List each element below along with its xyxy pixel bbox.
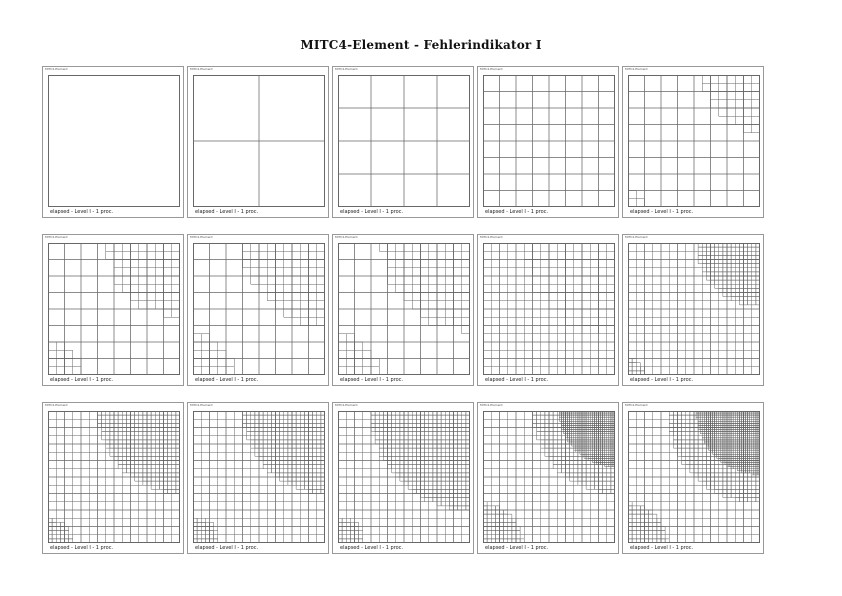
mesh-panel — [187, 402, 329, 554]
mesh-elements — [193, 243, 325, 375]
panel-header: MITC4-Element — [190, 235, 213, 239]
panel-header: MITC4-Element — [480, 403, 503, 407]
panel-caption: elapsed - Level I - 1 proc. — [630, 209, 694, 215]
panel-caption: elapsed - Level I - 1 proc. — [50, 209, 114, 215]
mesh-elements — [628, 411, 760, 543]
panel-caption: elapsed - Level I - 1 proc. — [340, 545, 404, 551]
mesh-grid — [628, 75, 760, 207]
panel-caption: elapsed - Level I - 1 proc. — [485, 545, 549, 551]
mesh-panel — [622, 402, 764, 554]
panel-caption: elapsed - Level I - 1 proc. — [630, 377, 694, 383]
mesh-grid — [48, 411, 180, 543]
panel-header: MITC4-Element — [45, 235, 68, 239]
mesh-elements — [628, 243, 760, 375]
mesh-grid — [483, 243, 615, 375]
mesh-grid — [338, 75, 470, 207]
panel-caption: elapsed - Level I - 1 proc. — [340, 377, 404, 383]
mesh-elements — [48, 411, 180, 543]
mesh-elements — [483, 75, 615, 207]
panel-header: MITC4-Element — [625, 403, 648, 407]
mesh-panel — [42, 234, 184, 386]
panel-header: MITC4-Element — [190, 403, 213, 407]
mesh-grid — [628, 243, 760, 375]
panel-caption: elapsed - Level I - 1 proc. — [195, 377, 259, 383]
mesh-grid — [483, 75, 615, 207]
mesh-grid — [628, 411, 760, 543]
mesh-elements — [48, 243, 180, 375]
mesh-grid — [48, 75, 180, 207]
panel-header: MITC4-Element — [625, 67, 648, 71]
mesh-grid — [193, 411, 325, 543]
panel-header: MITC4-Element — [335, 403, 358, 407]
panel-caption: elapsed - Level I - 1 proc. — [485, 209, 549, 215]
mesh-panel — [477, 234, 619, 386]
panel-header: MITC4-Element — [190, 67, 213, 71]
mesh-panel — [332, 66, 474, 218]
mesh-elements — [483, 411, 615, 543]
mesh-elements — [483, 243, 615, 375]
mesh-grid — [48, 243, 180, 375]
mesh-panel — [42, 66, 184, 218]
mesh-panel — [187, 234, 329, 386]
panel-caption: elapsed - Level I - 1 proc. — [195, 545, 259, 551]
mesh-panel — [477, 66, 619, 218]
panel-header: MITC4-Element — [335, 67, 358, 71]
mesh-elements — [338, 411, 470, 543]
panel-caption: elapsed - Level I - 1 proc. — [50, 545, 114, 551]
panel-header: MITC4-Element — [335, 235, 358, 239]
panel-header: MITC4-Element — [45, 403, 68, 407]
mesh-grid — [483, 411, 615, 543]
mesh-elements — [193, 411, 325, 543]
mesh-grid — [193, 243, 325, 375]
panel-caption: elapsed - Level I - 1 proc. — [630, 545, 694, 551]
mesh-panel — [42, 402, 184, 554]
panel-caption: elapsed - Level I - 1 proc. — [195, 209, 259, 215]
mesh-elements — [628, 75, 760, 207]
mesh-panel — [187, 66, 329, 218]
mesh-panel — [332, 402, 474, 554]
panel-header: MITC4-Element — [480, 67, 503, 71]
mesh-elements — [338, 75, 470, 207]
mesh-panel — [332, 234, 474, 386]
mesh-panel — [477, 402, 619, 554]
panel-caption: elapsed - Level I - 1 proc. — [340, 209, 404, 215]
panel-header: MITC4-Element — [45, 67, 68, 71]
mesh-boundary — [49, 76, 180, 207]
panel-caption: elapsed - Level I - 1 proc. — [50, 377, 114, 383]
mesh-grid — [338, 411, 470, 543]
panel-header: MITC4-Element — [480, 235, 503, 239]
panel-header: MITC4-Element — [625, 235, 648, 239]
mesh-panel — [622, 234, 764, 386]
page-title: MITC4-Element - Fehlerindikator I — [300, 38, 542, 52]
mesh-panel — [622, 66, 764, 218]
panel-caption: elapsed - Level I - 1 proc. — [485, 377, 549, 383]
mesh-grid — [193, 75, 325, 207]
mesh-grid — [338, 243, 470, 375]
mesh-elements — [193, 75, 325, 207]
mesh-elements — [338, 243, 470, 375]
